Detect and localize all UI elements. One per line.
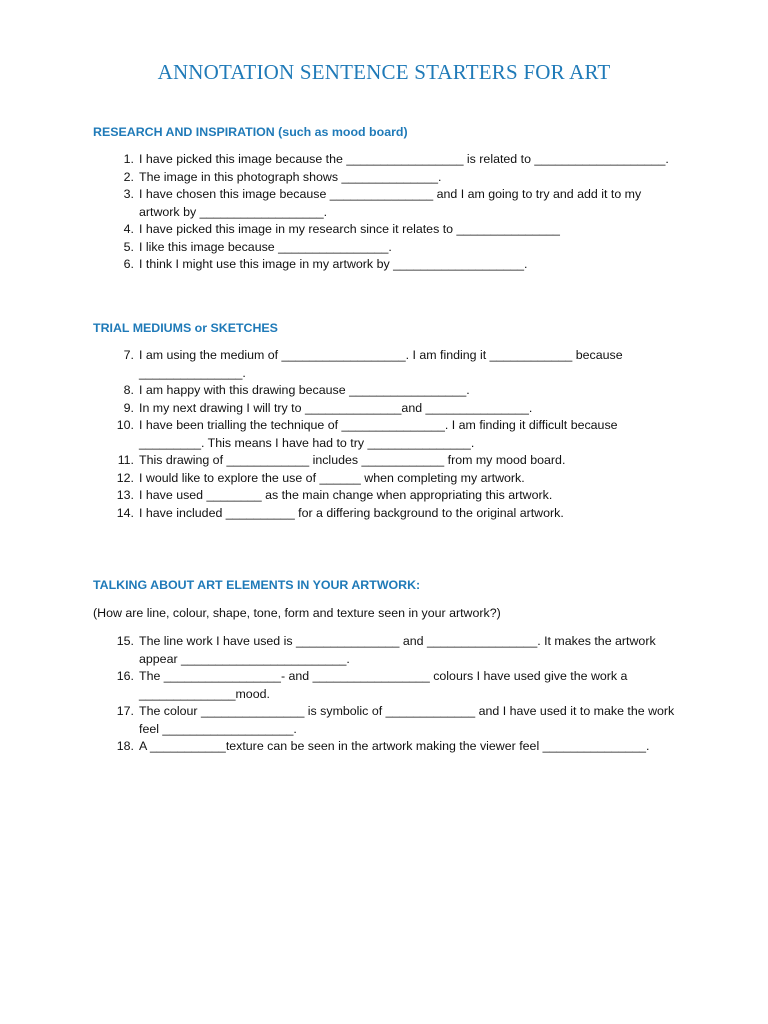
item-number: 3. xyxy=(123,187,134,201)
item-text: The image in this photograph shows ______________. xyxy=(139,169,442,184)
item-text: I would like to explore the use of ______ when completing my artwork. xyxy=(139,470,525,485)
section-note-elements: (How are line, colour, shape, tone, form and texture seen in your artwork?) xyxy=(93,606,501,620)
item-number: 18. xyxy=(116,739,134,753)
list-item xyxy=(0,382,679,400)
list-item xyxy=(0,417,679,452)
item-text: I have chosen this image because _______________ and I am going to try and add it to my artwork by __________________. xyxy=(139,187,642,219)
item-number: 1. xyxy=(123,152,134,166)
item-text: I have picked this image in my research since it relates to _______________ xyxy=(139,222,560,236)
list-item xyxy=(0,256,679,274)
list-item xyxy=(0,470,679,488)
item-text: The _________________- and _________________ colours I have used give the work a ______________mood. xyxy=(139,669,628,701)
item-number: 2. xyxy=(123,169,134,184)
elements-list xyxy=(0,633,768,756)
item-text: I have been trialling the technique of _______________. I am finding it difficult because _________. This means I have had to try _______________. xyxy=(139,418,618,450)
item-number: 15. xyxy=(116,634,134,648)
item-text: This drawing of ____________ includes ____________ from my mood board. xyxy=(139,453,566,467)
item-number: 13. xyxy=(116,488,134,502)
section-heading-elements: TALKING ABOUT ART ELEMENTS IN YOUR ARTWORK: xyxy=(93,578,421,592)
item-text: In my next drawing I will try to ______________and _______________. xyxy=(139,400,533,415)
item-number: 5. xyxy=(123,239,134,254)
item-number: 7. xyxy=(123,348,134,362)
list-item xyxy=(0,169,679,187)
item-number: 6. xyxy=(123,257,134,271)
item-number: 16. xyxy=(116,669,134,683)
item-text: I am happy with this drawing because _________________. xyxy=(139,383,470,397)
item-text: The line work I have used is _______________ and ________________. It makes the artwork appear ________________________. xyxy=(139,634,656,666)
item-text: I like this image because ________________. xyxy=(139,239,392,254)
list-item xyxy=(0,452,679,470)
item-number: 10. xyxy=(116,418,134,432)
page-title: ANNOTATION SENTENCE STARTERS FOR ART xyxy=(157,60,611,84)
list-item xyxy=(0,633,679,668)
item-text: I think I might use this image in my artwork by ___________________. xyxy=(139,257,528,271)
section-heading-research: RESEARCH AND INSPIRATION (such as mood board) xyxy=(93,125,408,139)
list-item xyxy=(0,400,679,418)
item-text: A ___________texture can be seen in the artwork making the viewer feel _______________. xyxy=(139,739,650,753)
list-item xyxy=(0,347,679,382)
item-number: 17. xyxy=(116,704,134,718)
item-text: I have picked this image because the _________________ is related to ___________________. xyxy=(139,152,669,166)
list-item xyxy=(0,487,679,505)
item-text: I have included __________ for a differing background to the original artwork. xyxy=(139,505,564,520)
item-number: 8. xyxy=(123,383,134,397)
item-text: I am using the medium of __________________. I am finding it ____________ because _______________. xyxy=(139,348,623,380)
item-text: The colour _______________ is symbolic of _____________ and I have used it to make the work feel ___________________. xyxy=(139,704,675,736)
list-item xyxy=(0,505,679,523)
list-item xyxy=(0,151,679,169)
list-item xyxy=(0,239,679,257)
item-number: 11. xyxy=(117,453,134,467)
list-item xyxy=(0,186,679,221)
item-text: I have used ________ as the main change when appropriating this artwork. xyxy=(139,488,553,502)
item-number: 4. xyxy=(123,222,134,236)
research-list xyxy=(0,151,768,274)
section-heading-trial: TRIAL MEDIUMS or SKETCHES xyxy=(93,321,278,335)
item-number: 14. xyxy=(116,505,134,520)
list-item xyxy=(0,703,679,738)
list-item xyxy=(0,221,679,239)
list-item xyxy=(0,668,679,703)
item-number: 12. xyxy=(116,470,134,485)
trial-list xyxy=(0,347,768,522)
list-item xyxy=(0,738,679,756)
item-number: 9. xyxy=(123,400,134,415)
